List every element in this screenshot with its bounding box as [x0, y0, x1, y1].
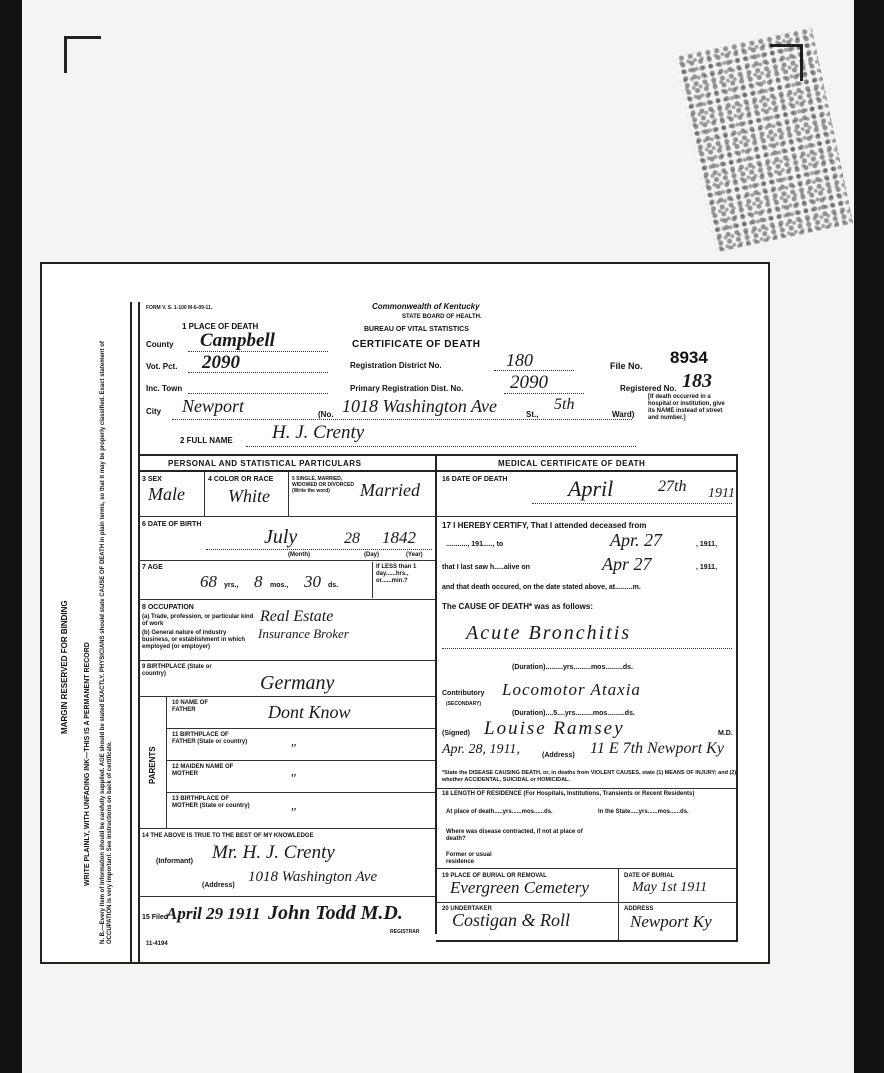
ward-value: 5th [554, 396, 575, 413]
registered-number-value: 183 [682, 370, 712, 392]
registrar-signature: John Todd M.D. [268, 902, 403, 924]
dob-day: 28 [344, 530, 360, 547]
inc-town-label: Inc. Town [146, 384, 183, 393]
mother-birthplace-value: " [290, 806, 296, 821]
occupation-b-label: (b) General nature of industry business, or establishment in which employed (or employer) [142, 630, 246, 650]
contributory-duration: (Duration)....5....yrs.........mos.........ds. [512, 710, 635, 717]
at-place-label: At place of death.....yrs......mos......ds. [446, 809, 553, 815]
contracted-label: Where was disease contracted, if not at place of death? [446, 829, 583, 842]
color-value: White [228, 486, 270, 506]
attended-to-value: Apr. 27 [610, 530, 663, 550]
crop-mark-top-left [64, 36, 101, 73]
county-label: County [146, 340, 174, 349]
informant-value: Mr. H. J. Crenty [212, 842, 335, 863]
rule-mother-bp [166, 792, 435, 793]
dob-label: 6 DATE OF BIRTH [142, 521, 202, 528]
rule-dob [138, 516, 435, 517]
sex-value: Male [148, 484, 185, 504]
rule-undertaker [436, 902, 738, 903]
cause-of-death-value: Acute Bronchitis [466, 622, 632, 644]
age-days: 30 [304, 572, 321, 591]
cause-footnote: *State the DISEASE CAUSING DEATH, or, in deaths from VIOLENT CAUSES, state (1) MEANS OF INJURY; and (2) whether ACCIDENTAL, SUICIDAL or HOMICIDAL. [442, 770, 737, 783]
rule-certify [436, 516, 738, 517]
sex-label: 3 SEX [142, 476, 162, 483]
parents-label: PARENTS [148, 746, 157, 784]
certify-statement: 17 I HEREBY CERTIFY, That I attended deceased from [442, 521, 647, 530]
md-label: M.D. [718, 730, 733, 737]
burial-divider [618, 868, 619, 942]
father-name-label: 10 NAME OF FATHER [172, 700, 209, 713]
marital-value: Married [360, 480, 420, 500]
form-footer-code: 11-4194 [146, 941, 168, 947]
write-plainly-label: WRITE PLAINLY, WITH UNFADING INK—THIS IS A PERMANENT RECORD [84, 642, 91, 886]
ward-label: Ward) [612, 410, 635, 419]
age-months: 8 [254, 572, 263, 591]
former-residence-label: Former or usual residence [446, 852, 492, 865]
rule-mother [166, 760, 435, 761]
secondary-label: (SECONDARY) [446, 701, 482, 707]
age-months-label: mos., [270, 582, 289, 589]
age-label: 7 AGE [142, 564, 163, 571]
rule-bottom-right [436, 940, 738, 942]
last-saw-value: Apr 27 [602, 554, 652, 574]
burial-place-value: Evergreen Cemetery [450, 878, 589, 897]
death-occurred-label: and that death occured, on the date stated above, at.........m. [442, 584, 641, 591]
personal-section-title: PERSONAL AND STATISTICAL PARTICULARS [168, 459, 362, 468]
sex-divider [204, 472, 205, 516]
age-days-label: ds. [328, 582, 339, 589]
death-year: 1911 [708, 486, 735, 501]
rule-informant [138, 828, 435, 829]
color-divider [288, 472, 289, 516]
vot-pct-label: Vot. Pct. [146, 362, 178, 371]
certificate-title: CERTIFICATE OF DEATH [352, 339, 481, 350]
date-of-death-label: 16 DATE OF DEATH [442, 476, 508, 483]
contributory-value: Locomotor Ataxia [502, 680, 641, 699]
occupation-b-value: Insurance Broker [258, 626, 349, 641]
file-number-value: 8934 [670, 348, 708, 367]
less-than-divider [372, 562, 373, 598]
color-label: 4 COLOR OR RACE [208, 476, 274, 483]
dob-month-caption: (Month) [288, 552, 310, 558]
registration-district-label: Registration District No. [350, 361, 442, 370]
inc-town-line [188, 393, 328, 394]
parents-divider [166, 696, 167, 828]
reg-district-line [494, 370, 574, 371]
father-birthplace-value: " [290, 742, 296, 757]
rule-section [138, 470, 738, 472]
column-divider [435, 454, 437, 934]
undertaker-label: 20 UNDERTAKER [442, 906, 492, 912]
mother-name-label: 12 MAIDEN NAME OF MOTHER [172, 764, 234, 777]
right-border [736, 454, 738, 942]
margin-reserved-label: MARGIN RESERVED FOR BINDING [60, 600, 69, 734]
file-number-label: File No. [610, 361, 643, 371]
street-address-value: 1018 Washington Ave [342, 396, 498, 416]
city-label: City [146, 407, 162, 416]
state-board-label: STATE BOARD OF HEALTH. [402, 314, 482, 320]
mother-name-value: " [290, 772, 296, 787]
age-years-label: yrs., [224, 582, 239, 589]
rule-age [138, 560, 435, 561]
burial-date-label: DATE OF BURIAL [624, 873, 675, 879]
registration-district-value: 180 [506, 350, 533, 370]
death-certificate [40, 262, 770, 964]
occupation-a-label: (a) Trade, profession, or particular kind of work [142, 614, 254, 627]
physician-address-label: (Address) [542, 752, 575, 759]
true-statement-label: 14 THE ABOVE IS TRUE TO THE BEST OF MY KNOWLEDGE [142, 833, 314, 839]
birthplace-label: 9 BIRTHPLACE (State or country) [142, 664, 212, 677]
primary-registration-value: 2090 [510, 372, 548, 393]
physician-address-value: 11 E 7th Newport Ky [590, 740, 724, 757]
dob-year-caption: (Year) [406, 552, 423, 558]
death-month: April [568, 476, 614, 501]
signed-date: Apr. 28, 1911, [442, 742, 520, 757]
county-value: Campbell [200, 330, 275, 351]
dob-day-caption: (Day) [364, 552, 380, 558]
dob-month: July [264, 526, 298, 548]
occupation-label: 8 OCCUPATION [142, 604, 194, 611]
filed-value: April 29 1911 [166, 904, 261, 923]
instructions-note: N. B.—Every item of information should be carefully supplied. AGE should be stated EXACTLY. PHYSICIANS should state CAUSE OF DEATH in plain terms, so that it may be properly classified. Exact statement of OCCUPATION is very important. See instructions on back of certificate. [100, 341, 113, 944]
city-value: Newport [182, 396, 245, 416]
cause-line [442, 648, 732, 649]
full-name-line [246, 446, 636, 447]
registrar-label: REGISTRAR [390, 929, 420, 935]
father-birthplace-label: 11 BIRTHPLACE OF FATHER (State or country) [172, 732, 248, 745]
street-label: St., [526, 410, 539, 419]
informant-label: (Informant) [156, 858, 193, 865]
filed-label: 15 Filed [142, 914, 169, 921]
primary-registration-label: Primary Registration Dist. No. [350, 384, 464, 393]
undertaker-address-label: ADDRESS [624, 906, 654, 912]
city-line [172, 419, 632, 420]
place-of-death-label: 1 PLACE OF DEATH [182, 322, 259, 331]
form-number: FORM V. S. 1-100 M-6-09-11. [146, 305, 213, 311]
contributory-label: Contributory [442, 690, 485, 697]
rule-occupation [138, 599, 435, 600]
length-of-residence-label: 18 LENGTH OF RESIDENCE (For Hospitals, Institutions, Transients or Recent Residents) [442, 791, 695, 797]
commonwealth-label: Commonwealth of Kentucky [372, 302, 480, 311]
left-border-inner [138, 302, 140, 962]
rule-parents [138, 696, 435, 697]
left-border [130, 302, 132, 962]
burial-place-label: 19 PLACE OF BURIAL OR REMOVAL [442, 873, 547, 879]
vot-pct-value: 2090 [202, 352, 240, 373]
death-date-line [532, 503, 732, 504]
last-saw-label: that I last saw h.....alive on [442, 564, 530, 571]
full-name-value: H. J. Crenty [272, 422, 365, 443]
birthplace-value: Germany [260, 672, 335, 694]
hospital-note: [If death occurred in a hospital or institution, give its NAME instead of street and number.] [648, 394, 725, 421]
informant-address-value: 1018 Washington Ave [248, 869, 378, 885]
informant-address-label: (Address) [202, 882, 235, 889]
rule-top [138, 454, 738, 456]
full-name-label: 2 FULL NAME [180, 436, 233, 445]
rule-filed [138, 896, 435, 897]
mother-birthplace-label: 13 BIRTHPLACE OF MOTHER (State or country) [172, 796, 250, 809]
less-than-label: If LESS than 1 day......hrs., or......min.? [376, 564, 417, 584]
undertaker-value: Costigan & Roll [452, 910, 571, 930]
registered-number-label: Registered No. [620, 384, 677, 393]
attended-from-blank: ..........., 191....., to [446, 541, 504, 548]
physician-signature: Louise Ramsey [484, 718, 625, 739]
dob-year: 1842 [382, 528, 416, 547]
last-saw-year: , 1911, [696, 564, 718, 571]
dob-line [206, 549, 432, 550]
signed-label: (Signed) [442, 730, 470, 737]
burial-date-value: May 1st 1911 [632, 880, 708, 895]
primary-reg-line [504, 393, 584, 394]
rule-residence [436, 788, 738, 789]
rule-father-bp [166, 728, 435, 729]
ink-speckle [675, 28, 854, 253]
in-state-label: In the State.....yrs......mos......ds. [598, 809, 689, 815]
death-day: 27th [658, 478, 687, 495]
cause-duration-label: (Duration).........yrs.........mos.........ds. [512, 664, 633, 671]
rule-burial [436, 868, 738, 869]
marital-label: 5 SINGLE, MARRIED, WIDOWED OR DIVORCED (Write the word) [292, 476, 354, 494]
occupation-a-value: Real Estate [260, 608, 334, 625]
vot-pct-line [188, 372, 328, 373]
father-name-value: Dont Know [268, 702, 351, 722]
bureau-label: BUREAU OF VITAL STATISTICS [364, 326, 469, 333]
cause-of-death-label: The CAUSE OF DEATH* was as follows: [442, 602, 593, 611]
attended-year: , 1911, [696, 541, 718, 548]
rule-birthplace [138, 660, 435, 661]
age-years: 68 [200, 572, 217, 591]
street-no-label: (No. [318, 410, 334, 419]
undertaker-address-value: Newport Ky [630, 912, 712, 931]
medical-section-title: MEDICAL CERTIFICATE OF DEATH [498, 459, 646, 468]
